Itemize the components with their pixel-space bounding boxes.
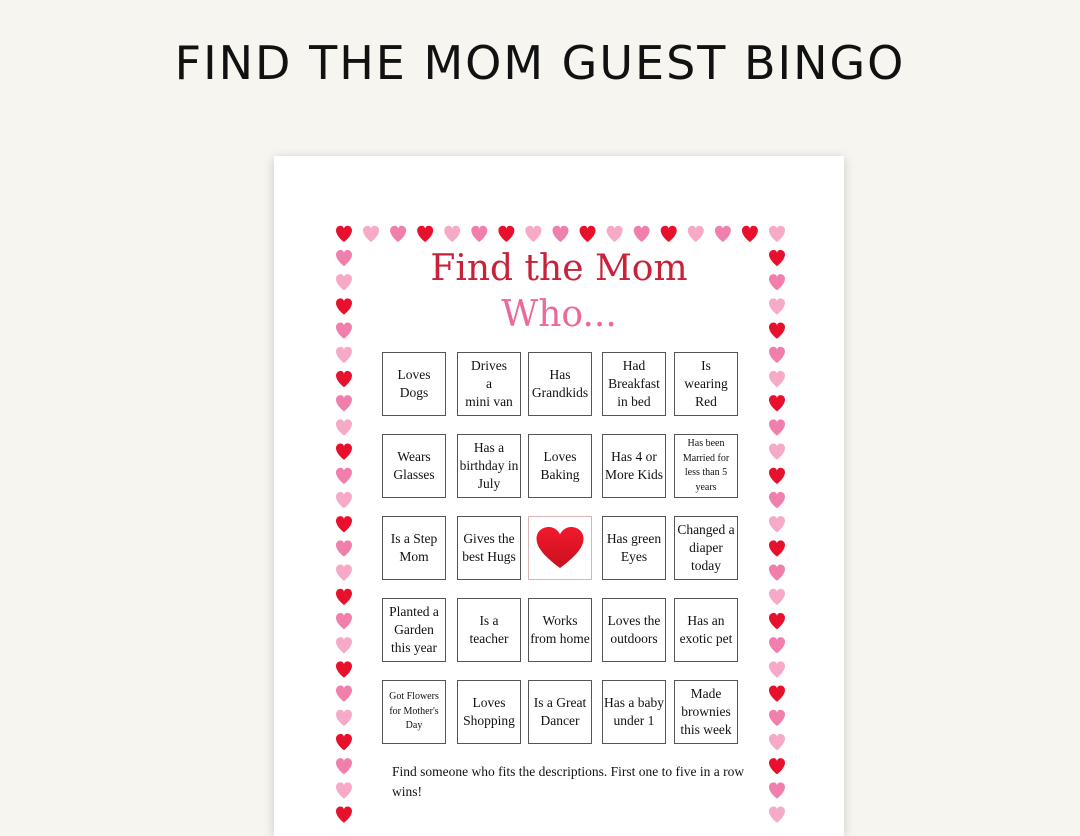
card-subheading: Who...: [501, 294, 617, 335]
bingo-cell[interactable]: Planted a Garden this year: [382, 598, 446, 662]
heart-icon: [535, 526, 585, 570]
bingo-cell[interactable]: Has an exotic pet: [674, 598, 738, 662]
bingo-cell[interactable]: Is a teacher: [457, 598, 521, 662]
bingo-instructions: Find someone who fits the descriptions. First one to five in a row wins!: [392, 764, 745, 799]
page-banner-title: FIND THE MOM GUEST BINGO: [174, 36, 906, 90]
bingo-cell[interactable]: Works from home: [528, 598, 592, 662]
bingo-cell[interactable]: Has a birthday in July: [457, 434, 521, 498]
bingo-cell[interactable]: Made brownies this week: [674, 680, 738, 744]
bingo-cell[interactable]: Is wearing Red: [674, 352, 738, 416]
bingo-cell[interactable]: Has Grandkids: [528, 352, 592, 416]
bingo-cell[interactable]: Loves Shopping: [457, 680, 521, 744]
bingo-cell[interactable]: Has a baby under 1: [602, 680, 666, 744]
bingo-cell[interactable]: Has been Married for less than 5 years: [674, 434, 738, 498]
bingo-cell[interactable]: Got Flowers for Mother's Day: [382, 680, 446, 744]
bingo-cell[interactable]: Wears Glasses: [382, 434, 446, 498]
bingo-card-sheet: [274, 156, 844, 836]
bingo-cell[interactable]: Had Breakfast in bed: [602, 352, 666, 416]
bingo-cell[interactable]: Is a Step Mom: [382, 516, 446, 580]
card-heading: Find the Mom: [430, 248, 688, 289]
bingo-cell[interactable]: Has 4 or More Kids: [602, 434, 666, 498]
bingo-cell[interactable]: Is a Great Dancer: [528, 680, 592, 744]
bingo-cell[interactable]: Loves Baking: [528, 434, 592, 498]
bingo-cell[interactable]: Changed a diaper today: [674, 516, 738, 580]
free-space-cell[interactable]: [528, 516, 592, 580]
bingo-grid: [274, 156, 844, 836]
bingo-cell[interactable]: Loves the outdoors: [602, 598, 666, 662]
bingo-cell[interactable]: Loves Dogs: [382, 352, 446, 416]
bingo-cell[interactable]: Gives the best Hugs: [457, 516, 521, 580]
bingo-cell[interactable]: Drives a mini van: [457, 352, 521, 416]
bingo-cell[interactable]: Has green Eyes: [602, 516, 666, 580]
